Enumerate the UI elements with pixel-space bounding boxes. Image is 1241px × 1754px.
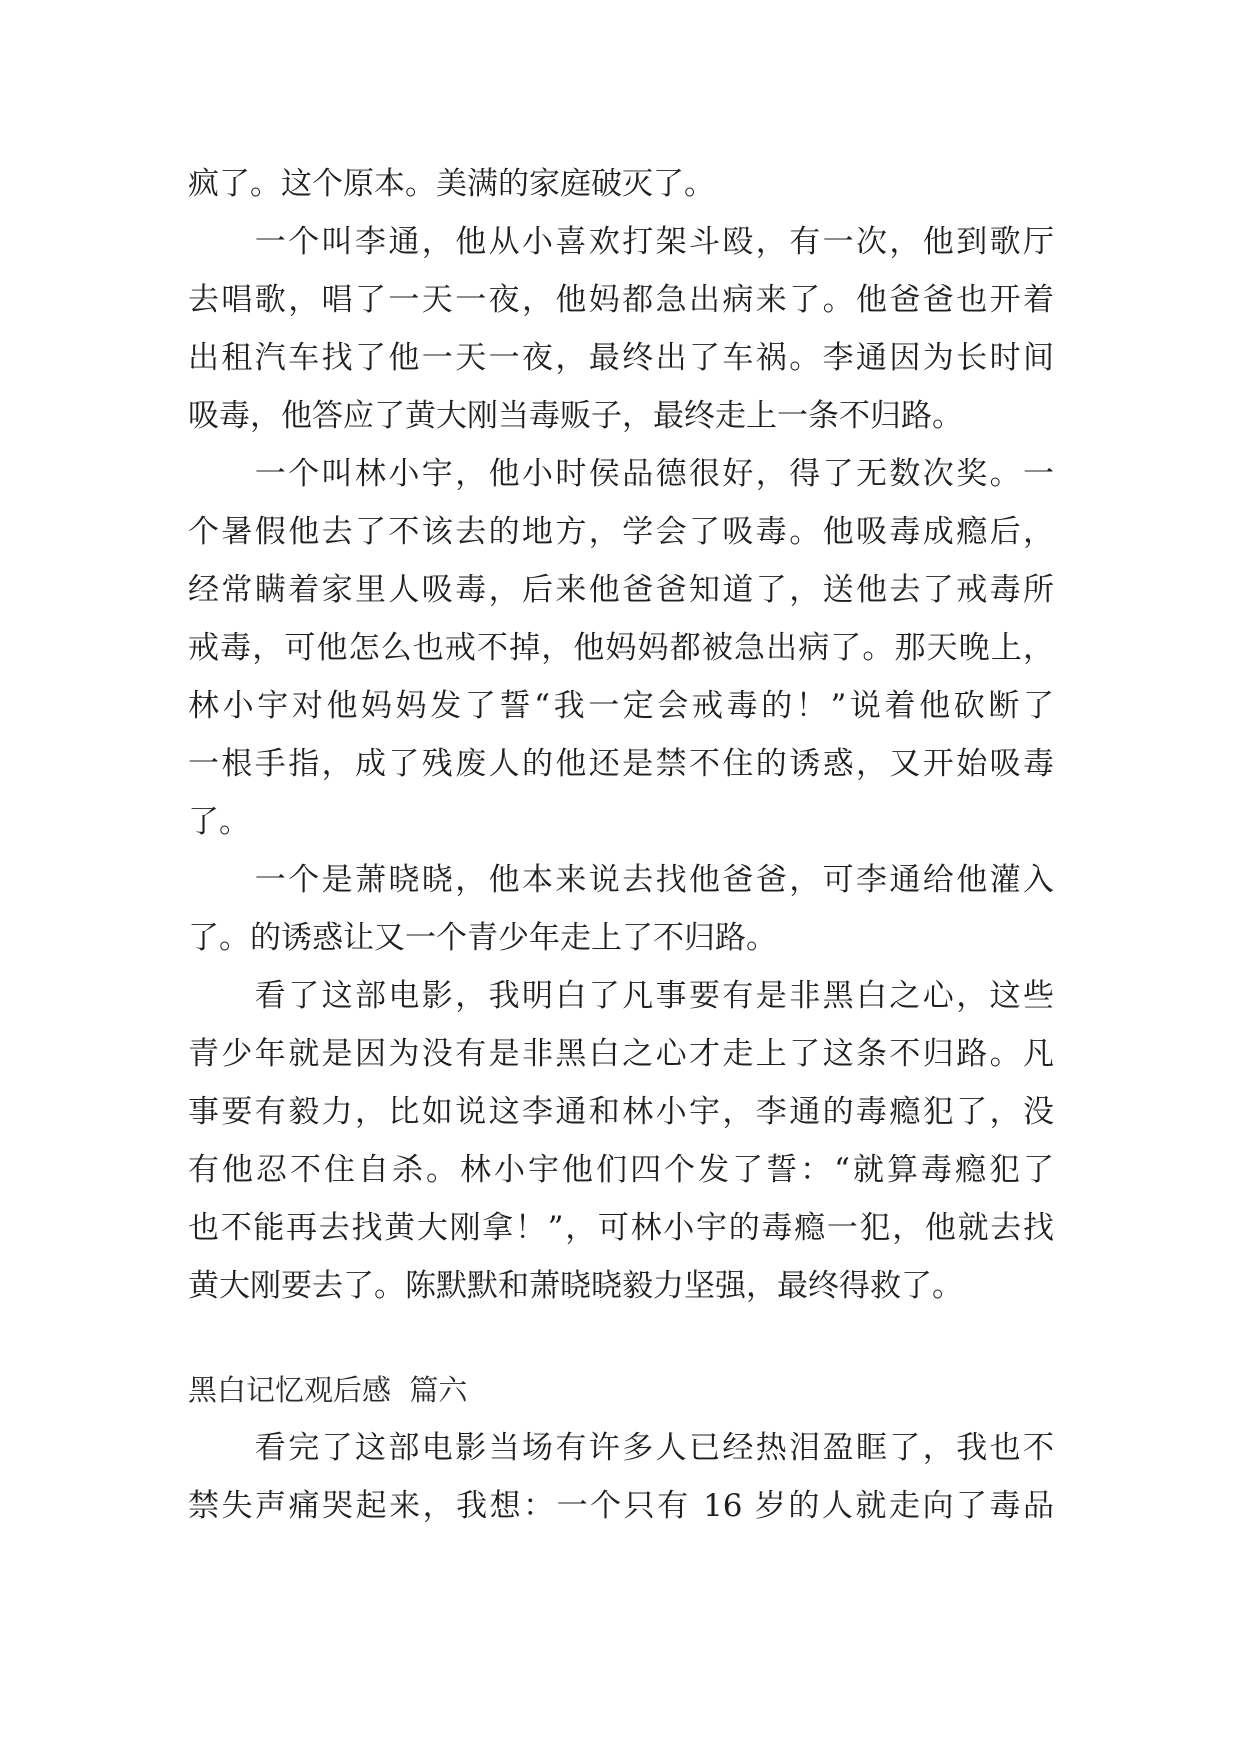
text-line: 去唱歌，唱了一天一夜，他妈都急出病来了。他爸爸也开着	[188, 282, 1054, 318]
text-line: 看了这部电影，我明白了凡事要有是非黑白之心，这些	[188, 978, 1054, 1014]
text-line: 了。的诱惑让又一个青少年走上了不归路。	[188, 920, 777, 956]
paragraphs-after-heading	[188, 1419, 1054, 1535]
document-body	[188, 155, 1054, 1535]
text-line: 有他忍不住自杀。林小宇他们四个发了誓：“就算毒瘾犯了	[188, 1152, 1054, 1188]
paragraphs-before-heading	[188, 155, 1054, 1315]
text-line: 一根手指，成了残废人的他还是禁不住的诱惑，又开始吸毒	[188, 746, 1054, 782]
text-line: 事要有毅力，比如说这李通和林小宇，李通的毒瘾犯了，没	[188, 1094, 1054, 1130]
section-gap	[188, 1315, 1054, 1361]
text-line: 也不能再去找黄大刚拿！”，可林小宇的毒瘾一犯，他就去找	[188, 1210, 1054, 1246]
text-line: 青少年就是因为没有是非黑白之心才走上了这条不归路。凡	[188, 1036, 1054, 1072]
text-line: 吸毒，他答应了黄大刚当毒贩子，最终走上一条不归路。	[188, 398, 963, 434]
text-line: 经常瞒着家里人吸毒，后来他爸爸知道了，送他去了戒毒所	[188, 572, 1054, 608]
text-line: 一个叫李通，他从小喜欢打架斗殴，有一次，他到歌厅	[188, 224, 1054, 260]
section-heading: 黑白记忆观后感 篇六	[188, 1373, 468, 1407]
text-line: 疯了。这个原本。美满的家庭破灭了。	[188, 166, 715, 202]
text-line: 个暑假他去了不该去的地方，学会了吸毒。他吸毒成瘾后，	[188, 514, 1054, 550]
text-line: 一个是萧晓晓，他本来说去找他爸爸，可李通给他灌入	[188, 862, 1054, 898]
text-line: 一个叫林小宇，他小时侯品德很好，得了无数次奖。一	[188, 456, 1054, 492]
text-line: 看完了这部电影当场有许多人已经热泪盈眶了，我也不	[188, 1430, 1054, 1466]
text-line: 林小宇对他妈妈发了誓“我一定会戒毒的！”说着他砍断了	[188, 688, 1054, 724]
text-line: 了。	[188, 804, 250, 840]
text-line: 戒毒，可他怎么也戒不掉，他妈妈都被急出病了。那天晚上，	[188, 630, 1054, 666]
text-line: 出租汽车找了他一天一夜，最终出了车祸。李通因为长时间	[188, 340, 1054, 376]
text-line: 黄大刚要去了。陈默默和萧晓晓毅力坚强，最终得救了。	[188, 1268, 963, 1304]
text-line: 禁失声痛哭起来，我想：一个只有 16 岁的人就走向了毒品	[188, 1488, 1054, 1524]
